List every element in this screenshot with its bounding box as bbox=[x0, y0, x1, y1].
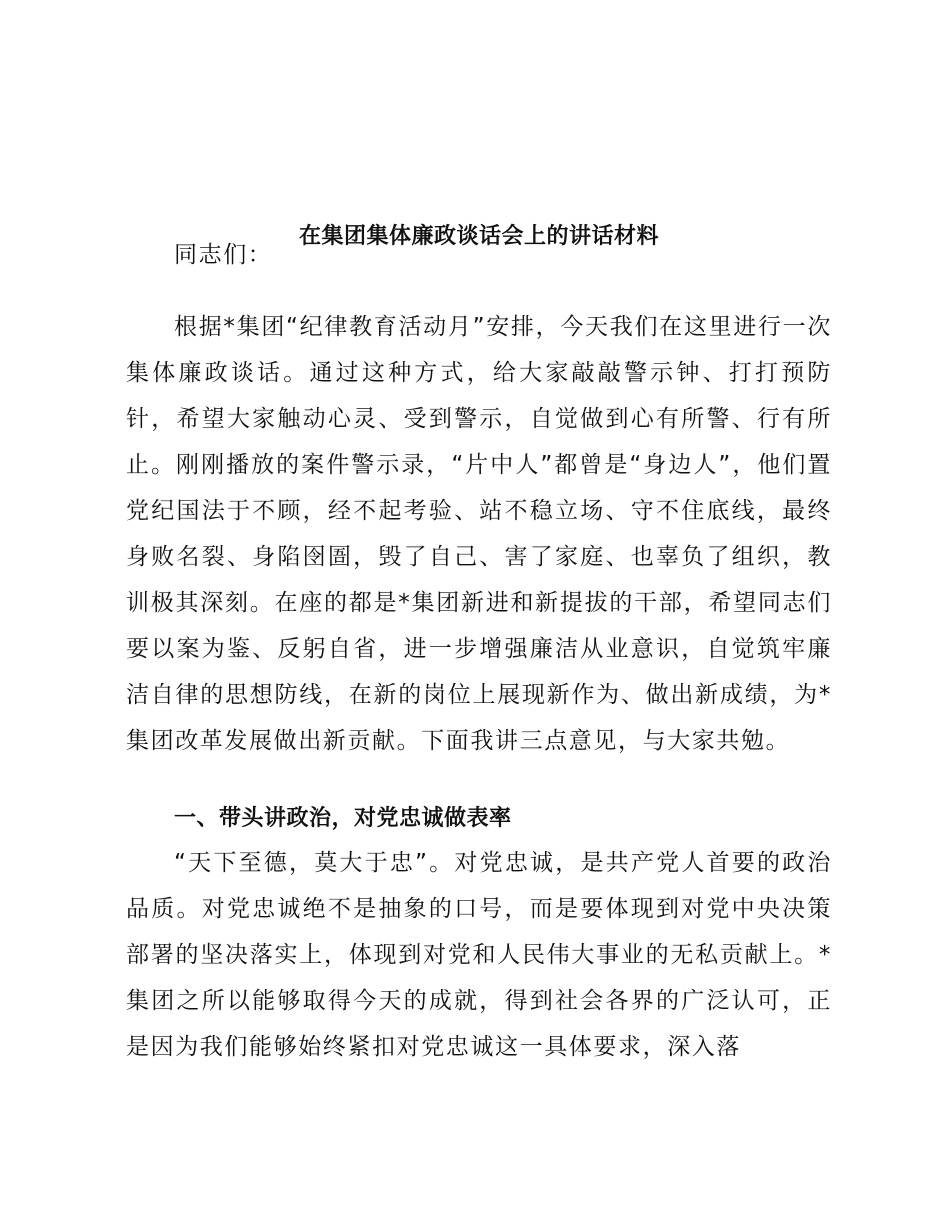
section-heading-1: 一、带头讲政治，对党忠诚做表率 bbox=[174, 806, 512, 831]
body-paragraph-2: “天下至德，莫大于忠”。对党忠诚，是共产党人首要的政治品质。对党忠诚绝不是抽象的口号，而是要体现到对党中央决策部署的坚决落实上，体现到对党和人民伟大事业的无私贡献上。*集团之所以能够取得今天的成就，得到社会各界的广泛认可，正是因为我们能够始终紧扣对党忠诚这一具体要求，深入落 bbox=[126, 850, 832, 1060]
salutation: 同志们： bbox=[174, 242, 273, 268]
body-paragraph-1: 根据*集团“纪律教育活动月”安排，今天我们在这里进行一次集体廉政谈话。通过这种方式，给大家敲敲警示钟、打打预防针，希望大家触动心灵、受到警示，自觉做到心有所警、行有所止。刚刚播放的案件警示录，“片中人”都曾是“身边人”，他们置党纪国法于不顾，经不起考验、站不稳立场、守不住底线，最终身败名裂、身陷囹圄，毁了自己、害了家庭、也辜负了组织，教训极其深刻。在座的都是*集团新进和新提拔的干部，希望同志们要以案为鉴、反躬自省，进一步增强廉洁从业意识，自觉筑牢廉洁自律的思想防线，在新的岗位上展现新作为、做出新成绩，为*集团改革发展做出新贡献。下面我讲三点意见，与大家共勉。 bbox=[126, 314, 832, 754]
document-page bbox=[126, 0, 832, 1230]
document-title: 在集团集体廉政谈话会上的讲话材料 bbox=[298, 223, 659, 249]
